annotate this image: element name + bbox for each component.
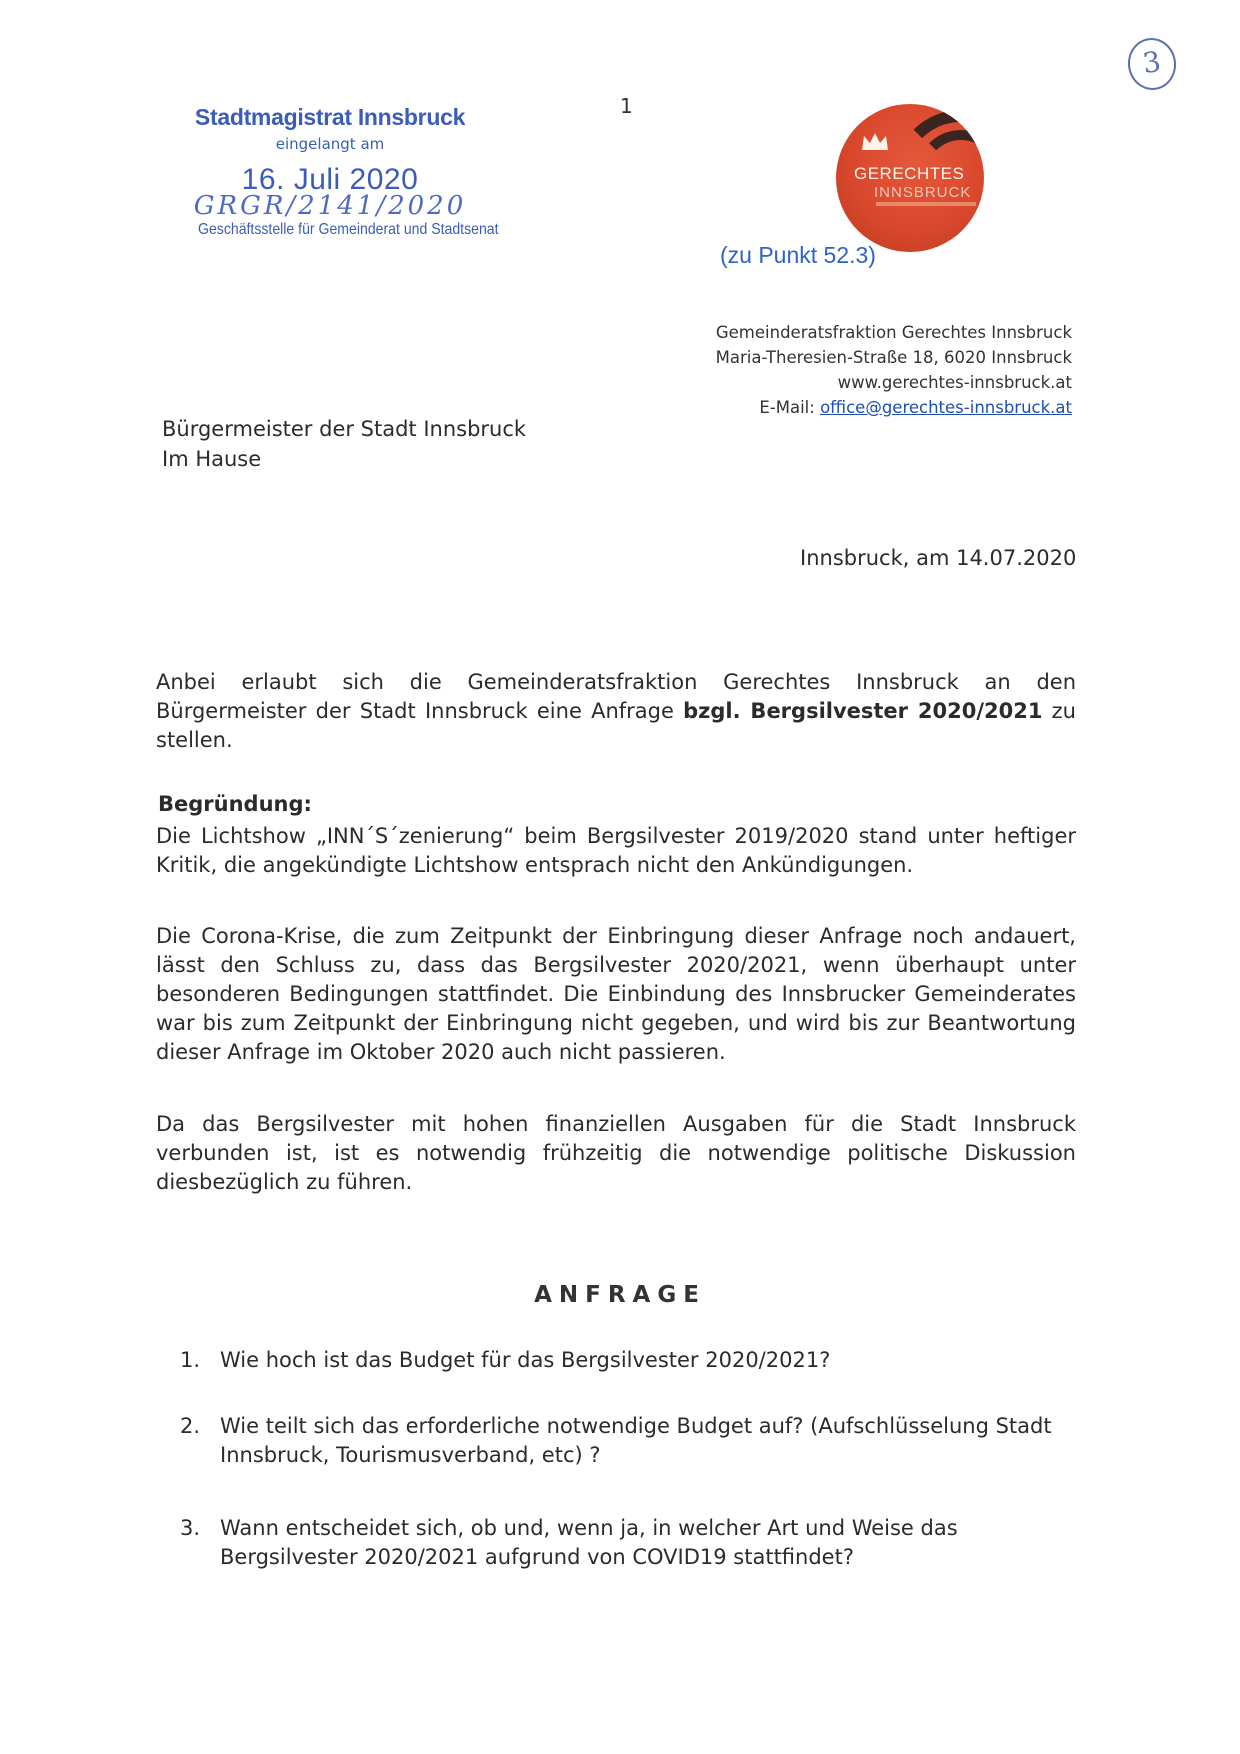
question-text: Wie teilt sich das erforderliche notwendige Budget auf? (Aufschlüsselung Stadt Innsbruck, Tourismusverband, etc) ? [220, 1414, 1052, 1467]
sender-address [640, 320, 1072, 420]
intro-paragraph [156, 668, 1076, 755]
question-number: 1. [180, 1348, 201, 1372]
stamp-reference-number: GRGR/2141/2020 [193, 191, 467, 221]
recipient-address [162, 414, 526, 474]
reasoning-paragraph-2: Die Corona-Krise, die zum Zeitpunkt der Einbringung dieser Anfrage noch andauert, lässt den Schluss zu, dass das Bergsilvester 2020/2021, wenn überhaupt unter besonderen Bedingungen stattfindet. Die Einbindung des Innsbrucker Gemeinderates war bis zum Zeitpunkt der Einbringung nicht gegeben, und wird bis zur Beantwortung dieser Anfrage im Oktober 2020 auch nicht passieren. [156, 924, 1076, 1064]
email-label: E-Mail: [759, 398, 821, 417]
question-number: 2. [180, 1414, 201, 1438]
intro-subject: bzgl. Bergsilvester 2020/2021 [683, 699, 1043, 723]
question-text: Wie hoch ist das Budget für das Bergsilvester 2020/2021? [220, 1348, 831, 1372]
intro-end: zu stellen. [156, 699, 1076, 752]
stamp-date: 16. Juli 2020 [241, 163, 419, 196]
handwritten-page-mark: 3 [1125, 35, 1180, 93]
place-date-line: Innsbruck, am 14.07.2020 [800, 546, 1077, 570]
page-number: 1 [620, 94, 633, 118]
logo-text-line1: GERECHTES [854, 164, 965, 183]
logo-text-line2: INNSBRUCK [874, 184, 972, 201]
email-link[interactable]: office@gerechtes-innsbruck.at [820, 398, 1072, 417]
party-logo [836, 104, 984, 252]
recipient-line1: Bürgermeister der Stadt Innsbruck [162, 417, 527, 441]
stamp-office: Geschäftsstelle für Gemeinderat und Stadtsenat [198, 221, 499, 238]
sender-email-row [640, 395, 1072, 420]
question-number: 3. [180, 1516, 201, 1540]
recipient-line2: Im Hause [162, 447, 262, 471]
anfrage-heading: ANFRAGE [534, 1282, 706, 1308]
reasoning-paragraph-3: Da das Bergsilvester mit hohen finanziellen Ausgaben für die Stadt Innsbruck verbunden ist, ist es notwendig frühzeitig die notwendige politische Diskussion diesbezüglich zu führen. [156, 1112, 1076, 1194]
crown-icon [860, 130, 890, 152]
question-text: Wann entscheidet sich, ob und, wenn ja, in welcher Art und Weise das Bergsilvester 2020/2021 aufgrund von COVID19 stattfindet? [220, 1516, 958, 1569]
sender-name: Gemeinderatsfraktion Gerechtes Innsbruck [715, 323, 1072, 342]
reasoning-paragraph-1: Die Lichtshow „INN´S´zenierung“ beim Bergsilvester 2019/2020 stand unter heftiger Kritik, die angekündigte Lichtshow entsprach nicht den Ankündigungen. [156, 824, 1076, 877]
reasoning-heading: Begründung: [158, 792, 312, 816]
stamp-organization: Stadtmagistrat Innsbruck [194, 104, 466, 130]
stamp-received-label: eingelangt am [275, 135, 385, 153]
intro-text: Anbei erlaubt sich die Gemeinderatsfraktion Gerechtes Innsbruck an den Bürgermeister der Stadt Innsbruck eine Anfrage [156, 670, 1076, 723]
sender-street: Maria-Theresien-Straße 18, 6020 Innsbruck [715, 348, 1072, 367]
sender-website: www.gerechtes-innsbruck.at [837, 373, 1072, 392]
agenda-reference: (zu Punkt 52.3) [720, 242, 876, 268]
received-stamp [180, 104, 499, 239]
